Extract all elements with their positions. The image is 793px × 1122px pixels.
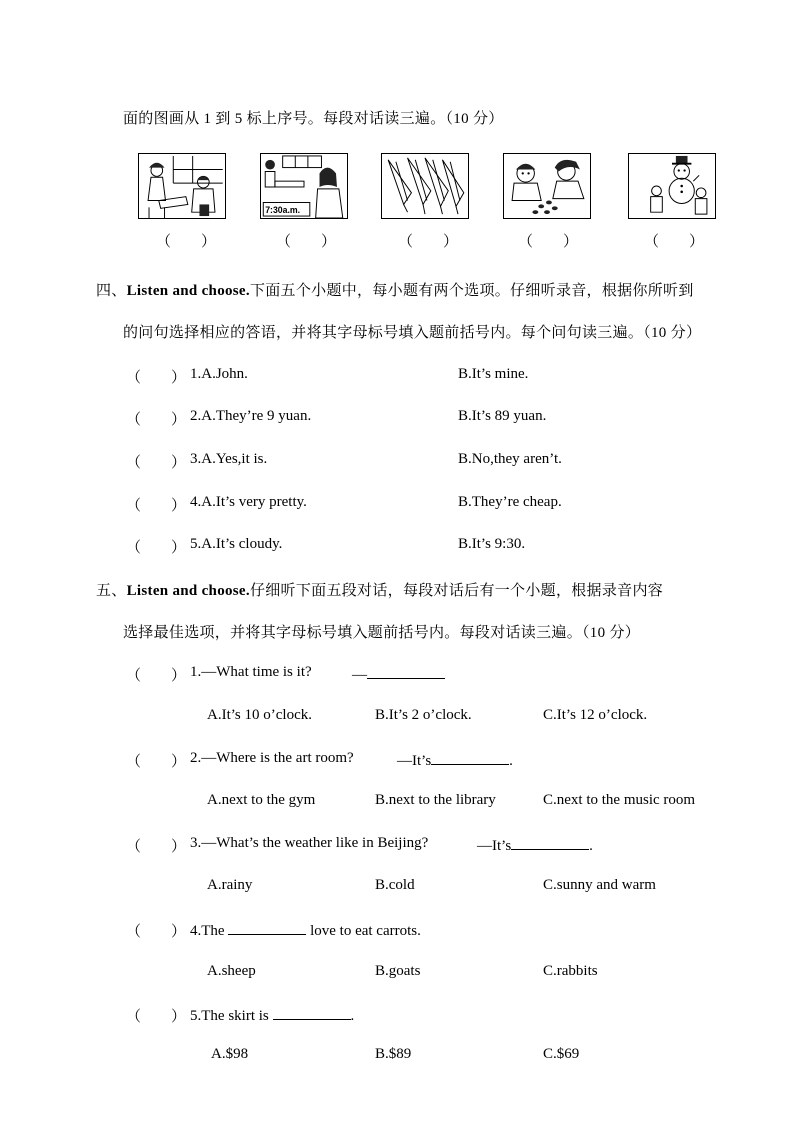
picture-2 [260, 153, 348, 219]
s5-q3-question: 3.—What’s the weather like in Beijing? [190, 835, 429, 851]
s5-q3-blank[interactable] [511, 835, 589, 850]
children-playing-icon [504, 154, 590, 218]
section5-title: Listen and choose. [126, 583, 250, 599]
s5-q3-paren[interactable]: （ ） [126, 839, 187, 855]
s5-q1-option-c: C.It’s 12 o’clock. [543, 707, 648, 723]
s4-q4-option-a: 4.A.It’s very pretty. [190, 494, 307, 510]
section4-instruction-2: 的问句选择相应的答语，并将其字母标号填入题前括号内。每个问句读三遍。（10 分） [123, 325, 702, 341]
s5-q4-option-c: C.rabbits [543, 963, 598, 979]
s4-q5-option-a: 5.A.It’s cloudy. [190, 536, 283, 552]
picture-5-answer-box[interactable]: （ ） [644, 234, 705, 250]
picture-3 [381, 153, 469, 219]
classroom-scene-icon [139, 154, 225, 218]
s5-q3-option-a: A.rainy [207, 877, 253, 893]
s5-q2-blank[interactable] [431, 750, 509, 765]
s4-q3-option-b: B.No,they aren’t. [458, 451, 562, 467]
section5-instruction-2: 选择最佳选项，并将其字母标号填入题前括号内。每段对话读三遍。（10 分） [123, 625, 641, 641]
s5-q4-option-b: B.goats [375, 963, 421, 979]
section4-number: 四、 [96, 283, 127, 299]
s5-q2-answer [397, 750, 513, 770]
s4-q1-paren[interactable]: （ ） [126, 370, 187, 386]
picture-2-answer-box[interactable]: （ ） [276, 234, 337, 250]
s5-q2-answer-suffix: . [509, 753, 513, 769]
s5-q5-question [190, 1005, 354, 1025]
s5-q2-option-a: A.next to the gym [207, 792, 316, 808]
s5-q3-answer-prefix: —It’s [477, 838, 512, 854]
picture-4 [503, 153, 591, 219]
section4-instruction-1: 下面五个小题中，每小题有两个选项。仔细听录音，根据你所听到 [249, 283, 694, 299]
picture-1-answer-box[interactable]: （ ） [156, 234, 217, 250]
picture-3-answer-box[interactable]: （ ） [398, 234, 459, 250]
s5-q2-answer-prefix: —It’s [397, 753, 432, 769]
s5-q5-option-c: C.$69 [543, 1046, 580, 1062]
s4-q2-option-b: B.It’s 89 yuan. [458, 408, 547, 424]
picture-5 [628, 153, 716, 219]
s4-q4-option-b: B.They’re cheap. [458, 494, 562, 510]
s5-q1-paren[interactable]: （ ） [126, 668, 187, 684]
s5-q1-option-a: A.It’s 10 o’clock. [207, 707, 312, 723]
s4-q2-option-a: 2.A.They’re 9 yuan. [190, 408, 312, 424]
s4-q3-paren[interactable]: （ ） [126, 455, 187, 471]
section5-number: 五、 [96, 583, 127, 599]
s5-q4-question-end: love to eat carrots. [310, 923, 421, 939]
s5-q2-paren[interactable]: （ ） [126, 754, 187, 770]
s4-q1-option-b: B.It’s mine. [458, 366, 529, 382]
s5-q5-question-start: 5.The skirt is [190, 1008, 269, 1024]
s5-q3-answer-suffix: . [589, 838, 593, 854]
s5-q4-blank[interactable] [228, 920, 306, 935]
s5-q3-option-c: C.sunny and warm [543, 877, 656, 893]
section4-heading [96, 279, 694, 300]
umbrellas-icon [382, 154, 468, 218]
s4-q3-option-a: 3.A.Yes,it is. [190, 451, 268, 467]
section3-instruction: 面的图画从 1 到 5 标上序号。每段对话读三遍。（10 分） [123, 111, 504, 127]
s5-q2-question: 2.—Where is the art room? [190, 750, 354, 766]
section4-title: Listen and choose. [126, 283, 250, 299]
s5-q1-option-b: B.It’s 2 o’clock. [375, 707, 472, 723]
s5-q4-paren[interactable]: （ ） [126, 924, 187, 940]
s5-q3-answer [477, 835, 593, 855]
s5-q5-option-a: A.$98 [211, 1046, 249, 1062]
s5-q1-blank[interactable] [367, 664, 445, 679]
s5-q4-question-start: 4.The [190, 923, 225, 939]
s5-q1-question: 1.—What time is it? [190, 664, 312, 680]
s4-q5-paren[interactable]: （ ） [126, 540, 187, 556]
picture-1 [138, 153, 226, 219]
s5-q2-option-b: B.next to the library [375, 792, 496, 808]
s5-q5-option-b: B.$89 [375, 1046, 412, 1062]
s5-q1-answer [352, 664, 445, 684]
s5-q2-option-c: C.next to the music room [543, 792, 696, 808]
s4-q5-option-b: B.It’s 9:30. [458, 536, 526, 552]
s5-q5-blank[interactable] [273, 1005, 351, 1020]
s5-q5-question-end: . [350, 1008, 355, 1024]
s4-q2-paren[interactable]: （ ） [126, 412, 187, 428]
snowman-icon [629, 154, 715, 218]
s4-q4-paren[interactable]: （ ） [126, 498, 187, 514]
s5-q4-question [190, 920, 421, 940]
picture-4-answer-box[interactable]: （ ） [518, 234, 579, 250]
clock-scene-icon [261, 154, 347, 218]
s5-q5-paren[interactable]: （ ） [126, 1009, 187, 1025]
s5-q3-option-b: B.cold [375, 877, 415, 893]
picture-2-time-tag: 7:30a.m. [265, 205, 301, 216]
section5-instruction-1: 仔细听下面五段对话，每段对话后有一个小题，根据录音内容 [249, 583, 664, 599]
s4-q1-option-a: 1.A.John. [190, 366, 248, 382]
s5-q4-option-a: A.sheep [207, 963, 256, 979]
section5-heading [96, 579, 663, 600]
s5-q1-answer-prefix: — [352, 667, 367, 683]
